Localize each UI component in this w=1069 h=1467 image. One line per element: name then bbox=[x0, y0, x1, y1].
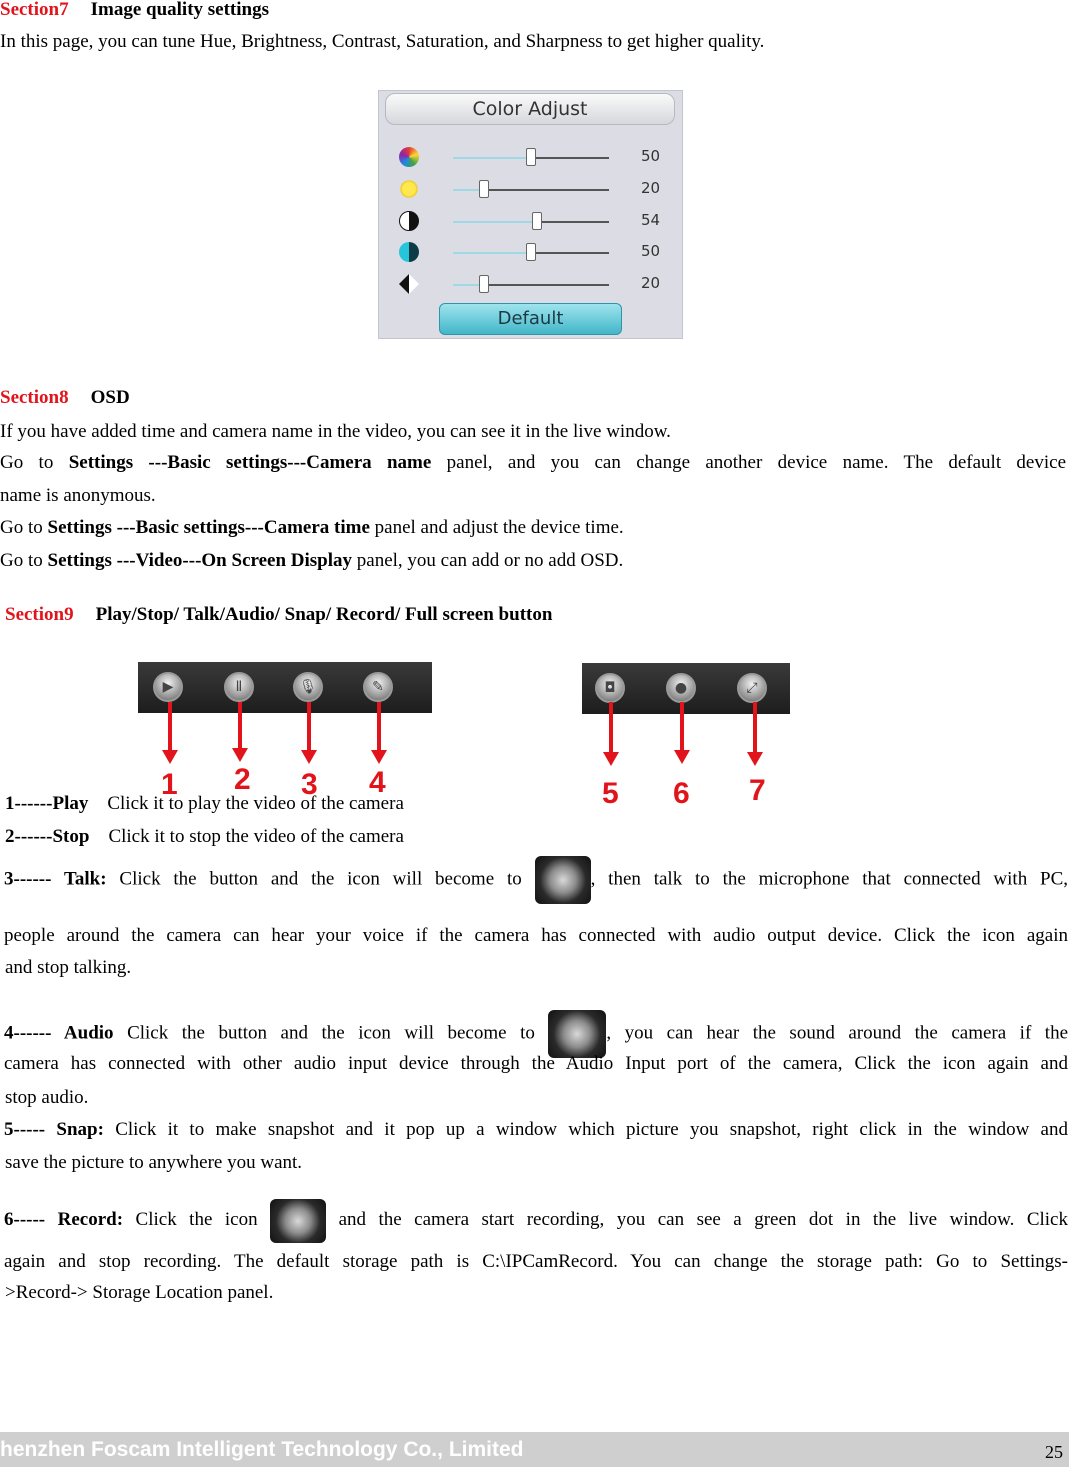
line4-pre: Go to bbox=[0, 550, 43, 571]
contrast-icon bbox=[399, 211, 419, 231]
section8-label: Section8 bbox=[0, 387, 69, 408]
sharpness-slider-thumb[interactable] bbox=[479, 275, 489, 293]
item6-label: 6----- Record: bbox=[4, 1209, 124, 1230]
item4-text-a: Click the button and the icon will become to bbox=[127, 1022, 535, 1044]
item4-label: 4------ Audio bbox=[4, 1022, 114, 1044]
item2-label: 2------Stop bbox=[5, 826, 90, 847]
section8-line3 bbox=[0, 516, 624, 540]
contrast-slider-thumb[interactable] bbox=[532, 212, 542, 230]
callout-number-3: 3 bbox=[301, 768, 318, 801]
item6-line3: >Record-> Storage Location panel. bbox=[5, 1282, 274, 1303]
contrast-value: 54 bbox=[641, 211, 661, 229]
arrow-4 bbox=[377, 702, 381, 752]
item5-line2: save the picture to anywhere you want. bbox=[5, 1152, 303, 1173]
section9-label: Section9 bbox=[5, 604, 74, 625]
line2a-pre: Go to bbox=[0, 452, 54, 473]
section7-heading bbox=[0, 0, 269, 22]
line3-post: panel and adjust the device time. bbox=[374, 517, 624, 538]
item5-line1 bbox=[4, 1118, 1068, 1142]
talk-active-icon bbox=[535, 856, 591, 904]
callout-number-7: 7 bbox=[749, 774, 766, 807]
page-footer bbox=[0, 1432, 1069, 1467]
item6-line1 bbox=[4, 1196, 1068, 1244]
talk-button[interactable] bbox=[293, 672, 323, 702]
hue-value: 50 bbox=[641, 147, 661, 165]
arrow-7 bbox=[753, 702, 757, 754]
play-button[interactable] bbox=[153, 672, 183, 702]
color-adjust-title: Color Adjust bbox=[385, 93, 675, 125]
brightness-slider-thumb[interactable] bbox=[479, 180, 489, 198]
audio-active-icon bbox=[548, 1010, 606, 1058]
section8-line4 bbox=[0, 549, 623, 573]
line4-post: panel, you can add or no add OSD. bbox=[356, 550, 624, 571]
section7-intro: In this page, you can tune Hue, Brightness, Contrast, Saturation, and Sharpness to get higher quality. bbox=[0, 31, 765, 52]
arrow-2 bbox=[238, 702, 242, 750]
stop-button[interactable] bbox=[224, 672, 254, 702]
record-button[interactable] bbox=[666, 673, 696, 703]
item6-text-b: and the camera start recording, you can see a green dot in the live window. Click bbox=[338, 1209, 1068, 1230]
brightness-slider[interactable] bbox=[453, 189, 609, 191]
callout-number-5: 5 bbox=[602, 777, 619, 810]
hue-slider[interactable] bbox=[453, 157, 609, 159]
section8-line1: If you have added time and camera name in the video, you can see it in the live window. bbox=[0, 421, 671, 442]
audio-icon: ✎ bbox=[372, 679, 384, 695]
page-number: 25 bbox=[1045, 1442, 1063, 1462]
section8-line2b: name is anonymous. bbox=[0, 485, 156, 506]
section8-heading bbox=[0, 386, 130, 410]
item3-label: 3------ Talk: bbox=[4, 868, 107, 890]
saturation-icon bbox=[399, 242, 419, 262]
item2-text: Click it to stop the video of the camera bbox=[108, 826, 404, 847]
sharpness-slider[interactable] bbox=[453, 284, 609, 286]
item3-line3: and stop talking. bbox=[5, 957, 132, 978]
saturation-value: 50 bbox=[641, 242, 661, 260]
brightness-icon bbox=[399, 179, 419, 199]
fullscreen-button[interactable] bbox=[737, 673, 767, 703]
default-button[interactable]: Default bbox=[439, 303, 622, 335]
section8-line2a bbox=[0, 451, 1066, 475]
contrast-row bbox=[379, 207, 684, 237]
hue-icon bbox=[399, 147, 419, 167]
line4-bold: Settings ---Video---On Screen Display bbox=[47, 550, 353, 571]
saturation-slider[interactable] bbox=[453, 252, 609, 254]
play-icon: ▶ bbox=[162, 679, 174, 695]
callout-number-6: 6 bbox=[673, 777, 690, 810]
arrow-6 bbox=[680, 702, 684, 752]
brightness-row bbox=[379, 175, 684, 205]
hue-row bbox=[379, 143, 684, 173]
item4-text-b: , you can hear the sound around the camera if the bbox=[606, 1022, 1069, 1044]
record-active-icon bbox=[270, 1199, 326, 1243]
callout-number-1: 1 bbox=[161, 768, 178, 801]
hue-slider-thumb[interactable] bbox=[526, 148, 536, 166]
section9-title: Play/Stop/ Talk/Audio/ Snap/ Record/ Full screen button bbox=[95, 604, 553, 625]
sharpness-icon bbox=[399, 274, 419, 294]
item6-text-a: Click the icon bbox=[135, 1209, 258, 1230]
contrast-slider[interactable] bbox=[453, 221, 609, 223]
section9-heading bbox=[5, 603, 552, 627]
item1-text: Click it to play the video of the camera bbox=[107, 793, 404, 814]
line3-pre: Go to bbox=[0, 517, 43, 538]
item3-line2: people around the camera can hear your voice if the camera has connected with audio output device. Click the icon again bbox=[4, 925, 1068, 946]
item2 bbox=[5, 825, 404, 849]
callout-number-4: 4 bbox=[369, 766, 386, 799]
audio-button[interactable] bbox=[363, 672, 393, 702]
sharpness-row bbox=[379, 270, 684, 300]
line2a-post: panel, and you can change another device name. The default device bbox=[446, 452, 1067, 473]
arrow-1 bbox=[168, 702, 172, 752]
section7-label: Section7 bbox=[0, 0, 69, 20]
item3-line1 bbox=[4, 856, 1068, 904]
item3-text-a: Click the button and the icon will become to bbox=[119, 868, 522, 890]
item4-line1 bbox=[4, 1010, 1068, 1058]
footer-company: henzhen Foscam Intelligent Technology Co., Limited bbox=[0, 1438, 524, 1461]
item1 bbox=[5, 792, 404, 816]
item3-text-b: , then talk to the microphone that connected with PC, bbox=[590, 868, 1069, 890]
section8-title: OSD bbox=[90, 387, 130, 408]
stop-icon: Ⅱ bbox=[235, 679, 243, 695]
sharpness-value: 20 bbox=[641, 274, 661, 292]
snap-button[interactable] bbox=[595, 673, 625, 703]
record-icon: ● bbox=[674, 680, 688, 696]
callout-number-2: 2 bbox=[234, 763, 251, 796]
line3-bold: Settings ---Basic settings---Camera time bbox=[47, 517, 370, 538]
fullscreen-icon: ⤢ bbox=[746, 680, 758, 696]
snap-icon: ◘ bbox=[604, 680, 616, 696]
section7-title: Image quality settings bbox=[90, 0, 270, 20]
playback-toolbar bbox=[138, 662, 432, 713]
item5-label: 5----- Snap: bbox=[4, 1119, 104, 1140]
item6-line2: again and stop recording. The default storage path is C:\IPCamRecord. You can change the storage path: Go to Settings- bbox=[4, 1251, 1068, 1272]
saturation-row bbox=[379, 238, 684, 268]
color-adjust-panel bbox=[378, 90, 683, 339]
arrow-3 bbox=[307, 702, 311, 752]
brightness-value: 20 bbox=[641, 179, 661, 197]
item5-text: Click it to make snapshot and it pop up a window which picture you snapshot, right click in the window and bbox=[115, 1119, 1068, 1140]
line2a-bold: Settings ---Basic settings---Camera name bbox=[68, 452, 432, 473]
talk-icon: 🎙 bbox=[299, 679, 317, 695]
saturation-slider-thumb[interactable] bbox=[526, 243, 536, 261]
arrow-5 bbox=[609, 702, 613, 754]
item1-label: 1------Play bbox=[5, 793, 89, 814]
item4-line2: camera has connected with other audio input device through the Audio Input port of the camera, Click the icon again and bbox=[4, 1053, 1068, 1074]
item4-line3: stop audio. bbox=[5, 1087, 89, 1108]
capture-toolbar bbox=[582, 663, 790, 714]
